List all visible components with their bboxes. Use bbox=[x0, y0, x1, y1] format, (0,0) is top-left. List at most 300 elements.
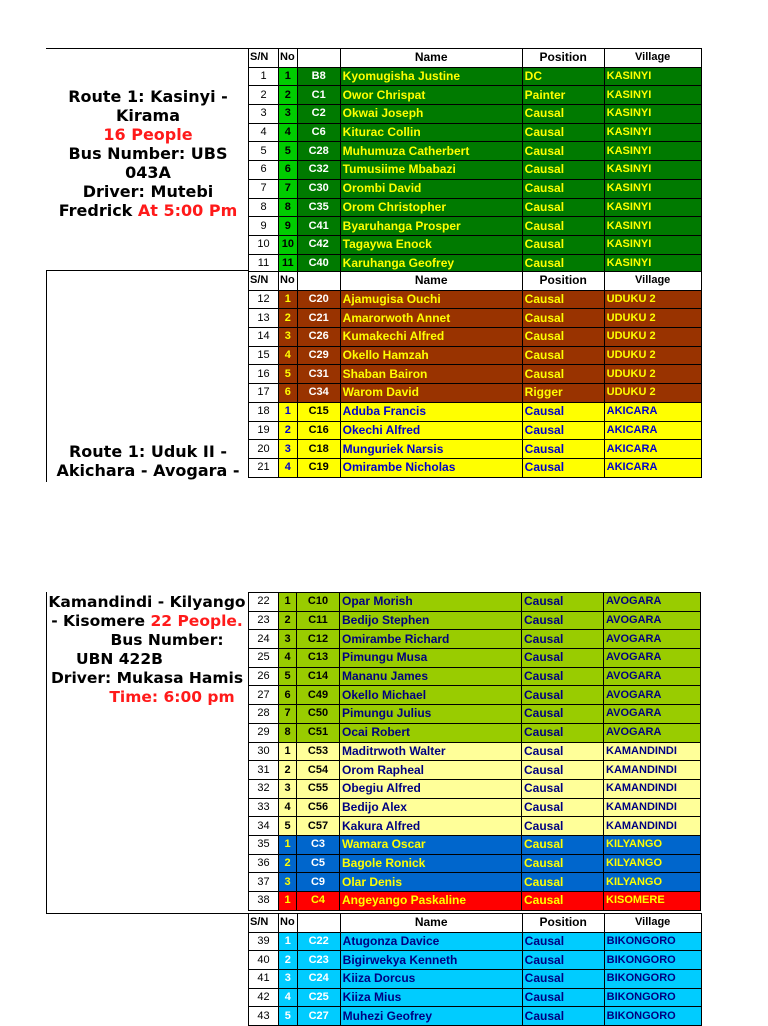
cell-village: KASINYI bbox=[604, 86, 701, 105]
cell-no: 2 bbox=[279, 611, 297, 630]
cell-village: KASINYI bbox=[604, 235, 701, 254]
cell-code: C10 bbox=[297, 593, 340, 612]
cell-village: KASINYI bbox=[604, 142, 701, 161]
cell-position: Causal bbox=[522, 761, 604, 780]
cell-no: 5 bbox=[279, 667, 297, 686]
cell-code: C24 bbox=[297, 970, 340, 989]
cell-sn: 13 bbox=[249, 309, 279, 328]
cell-name: Byaruhanga Prosper bbox=[340, 217, 522, 236]
route2-line1: Route 1: Uduk II - bbox=[68, 442, 228, 461]
cell-name: Okwai Joseph bbox=[340, 105, 522, 124]
cell-no: 2 bbox=[279, 309, 298, 328]
cell-sn: 25 bbox=[249, 649, 279, 668]
cell-position: Causal bbox=[522, 290, 604, 309]
cell-name: Okello Michael bbox=[340, 686, 522, 705]
cell-code: C23 bbox=[297, 951, 340, 970]
table-header-row bbox=[249, 272, 702, 291]
cell-position: Causal bbox=[522, 817, 604, 836]
route1-label bbox=[50, 87, 246, 220]
cell-code: C56 bbox=[297, 798, 340, 817]
cell-name: Tagaywa Enock bbox=[340, 235, 522, 254]
cell-village: BIKONGORO bbox=[604, 932, 701, 951]
cell-position: Causal bbox=[522, 161, 604, 180]
table-row bbox=[249, 611, 701, 630]
cell-name: Munguriek Narsis bbox=[340, 440, 522, 459]
cell-position: Causal bbox=[522, 198, 604, 217]
route1-bus2: 043A bbox=[125, 163, 171, 182]
cell-no: 6 bbox=[279, 686, 297, 705]
cell-name: Bedijo Stephen bbox=[340, 611, 522, 630]
cell-name: Orombi David bbox=[340, 179, 522, 198]
cell-sn: 35 bbox=[249, 835, 279, 854]
route2b-left-border bbox=[46, 592, 47, 914]
cell-no: 2 bbox=[279, 951, 298, 970]
cell-position: Causal bbox=[522, 835, 604, 854]
cell-name: Kakura Alfred bbox=[340, 817, 522, 836]
cell-no: 1 bbox=[279, 835, 297, 854]
table-row bbox=[249, 142, 702, 161]
cell-village: UDUKU 2 bbox=[604, 346, 701, 365]
cell-name: Bigirwekya Kenneth bbox=[340, 951, 522, 970]
cell-name: Mananu James bbox=[340, 667, 522, 686]
cell-position: Causal bbox=[522, 667, 604, 686]
table-row bbox=[249, 686, 701, 705]
table-row bbox=[249, 798, 701, 817]
cell-name: Ajamugisa Ouchi bbox=[340, 290, 522, 309]
route2b-line1: Kamandindi - Kilyango bbox=[48, 593, 246, 611]
cell-sn: 22 bbox=[249, 593, 279, 612]
cell-village: KILYANGO bbox=[604, 854, 701, 873]
cell-code: C21 bbox=[297, 309, 340, 328]
cell-code: C54 bbox=[297, 761, 340, 780]
cell-sn: 43 bbox=[249, 1007, 279, 1026]
cell-code: C13 bbox=[297, 649, 340, 668]
cell-no: 3 bbox=[279, 779, 297, 798]
cell-code: B8 bbox=[297, 67, 340, 86]
route1-line1: Route 1: Kasinyi - bbox=[68, 87, 228, 106]
route1-line2: Kirama bbox=[115, 106, 181, 125]
table-row bbox=[249, 761, 701, 780]
cell-village: KAMANDINDI bbox=[604, 779, 701, 798]
cell-village: KAMANDINDI bbox=[604, 742, 701, 761]
cell-sn: 16 bbox=[249, 365, 279, 384]
cell-sn: 33 bbox=[249, 798, 279, 817]
cell-name: Bedijo Alex bbox=[340, 798, 522, 817]
cell-position: Causal bbox=[522, 649, 604, 668]
cell-village: KAMANDINDI bbox=[604, 817, 701, 836]
cell-position: Causal bbox=[522, 970, 604, 989]
cell-position: Causal bbox=[522, 179, 604, 198]
header-name: Name bbox=[340, 49, 522, 68]
cell-position: Causal bbox=[522, 105, 604, 124]
cell-no: 3 bbox=[279, 440, 298, 459]
table-row bbox=[249, 86, 702, 105]
cell-name: Kiiza Dorcus bbox=[340, 970, 522, 989]
route2b-time: Time: 6:00 pm bbox=[109, 688, 235, 706]
table-row bbox=[249, 951, 702, 970]
cell-code: C14 bbox=[297, 667, 340, 686]
cell-code: C12 bbox=[297, 630, 340, 649]
cell-sn: 10 bbox=[249, 235, 279, 254]
cell-village: KASINYI bbox=[604, 105, 701, 124]
cell-name: Angeyango Paskaline bbox=[340, 892, 522, 911]
cell-sn: 24 bbox=[249, 630, 279, 649]
cell-no: 4 bbox=[279, 798, 297, 817]
cell-code: C40 bbox=[297, 254, 340, 273]
cell-sn: 9 bbox=[249, 217, 279, 236]
cell-code: C34 bbox=[297, 384, 340, 403]
table-route1 bbox=[248, 48, 702, 273]
cell-village: KILYANGO bbox=[604, 873, 701, 892]
cell-no: 6 bbox=[279, 384, 298, 403]
header-sn: S/N bbox=[249, 914, 279, 933]
cell-village: AVOGARA bbox=[604, 611, 701, 630]
cell-name: Olar Denis bbox=[340, 873, 522, 892]
cell-sn: 20 bbox=[249, 440, 279, 459]
cell-no: 4 bbox=[279, 123, 298, 142]
cell-sn: 3 bbox=[249, 105, 279, 124]
cell-name: Okechi Alfred bbox=[340, 421, 522, 440]
header-code bbox=[297, 914, 340, 933]
cell-no: 2 bbox=[279, 761, 297, 780]
cell-village: AVOGARA bbox=[604, 723, 701, 742]
cell-village: BIKONGORO bbox=[604, 988, 701, 1007]
cell-name: Warom David bbox=[340, 384, 522, 403]
table-row bbox=[249, 593, 701, 612]
cell-code: C11 bbox=[297, 611, 340, 630]
cell-village: BIKONGORO bbox=[604, 970, 701, 989]
cell-code: C20 bbox=[297, 290, 340, 309]
table-row bbox=[249, 817, 701, 836]
cell-name: Pimungu Julius bbox=[340, 705, 522, 724]
cell-name: Orom Christopher bbox=[340, 198, 522, 217]
cell-sn: 36 bbox=[249, 854, 279, 873]
cell-village: KASINYI bbox=[604, 67, 701, 86]
cell-village: KASINYI bbox=[604, 123, 701, 142]
cell-no: 10 bbox=[279, 235, 298, 254]
cell-code: C27 bbox=[297, 1007, 340, 1026]
header-no: No bbox=[279, 49, 298, 68]
table-row bbox=[249, 440, 702, 459]
cell-village: AKICARA bbox=[604, 458, 701, 477]
table-row bbox=[249, 705, 701, 724]
header-village: Village bbox=[604, 914, 701, 933]
cell-code: C1 bbox=[297, 86, 340, 105]
route2-line2: Akichara - Avogara - bbox=[56, 461, 240, 480]
cell-sn: 1 bbox=[249, 67, 279, 86]
cell-position: Causal bbox=[522, 892, 604, 911]
cell-position: Causal bbox=[522, 779, 604, 798]
cell-sn: 15 bbox=[249, 346, 279, 365]
cell-sn: 12 bbox=[249, 290, 279, 309]
cell-name: Owor Chrispat bbox=[340, 86, 522, 105]
cell-no: 5 bbox=[279, 817, 297, 836]
table-route3 bbox=[248, 913, 702, 1026]
cell-code: C9 bbox=[297, 873, 340, 892]
table-row bbox=[249, 123, 702, 142]
table-row bbox=[249, 742, 701, 761]
cell-name: Amarorwoth Annet bbox=[340, 309, 522, 328]
cell-position: DC bbox=[522, 67, 604, 86]
cell-code: C41 bbox=[297, 217, 340, 236]
header-village: Village bbox=[604, 49, 701, 68]
cell-village: UDUKU 2 bbox=[604, 328, 701, 347]
cell-code: C5 bbox=[297, 854, 340, 873]
table-row bbox=[249, 328, 702, 347]
route1-time: At 5:00 Pm bbox=[137, 201, 238, 220]
cell-no: 3 bbox=[279, 630, 297, 649]
cell-village: AKICARA bbox=[604, 440, 701, 459]
cell-position: Causal bbox=[522, 142, 604, 161]
cell-village: AVOGARA bbox=[604, 593, 701, 612]
cell-sn: 42 bbox=[249, 988, 279, 1007]
table-row bbox=[249, 309, 702, 328]
cell-name: Kyomugisha Justine bbox=[340, 67, 522, 86]
table-row bbox=[249, 67, 702, 86]
cell-no: 8 bbox=[279, 723, 297, 742]
cell-sn: 29 bbox=[249, 723, 279, 742]
table-row bbox=[249, 198, 702, 217]
header-name: Name bbox=[340, 272, 522, 291]
table-row bbox=[249, 970, 702, 989]
cell-position: Causal bbox=[522, 951, 604, 970]
table-row bbox=[249, 235, 702, 254]
cell-no: 1 bbox=[279, 932, 298, 951]
cell-sn: 8 bbox=[249, 198, 279, 217]
cell-sn: 17 bbox=[249, 384, 279, 403]
cell-code: C15 bbox=[297, 402, 340, 421]
table-row bbox=[249, 723, 701, 742]
cell-village: UDUKU 2 bbox=[604, 290, 701, 309]
cell-no: 11 bbox=[279, 254, 298, 273]
cell-sn: 7 bbox=[249, 179, 279, 198]
header-position: Position bbox=[522, 914, 604, 933]
cell-sn: 37 bbox=[249, 873, 279, 892]
cell-position: Causal bbox=[522, 705, 604, 724]
cell-no: 4 bbox=[279, 346, 298, 365]
table-route2 bbox=[248, 271, 702, 478]
cell-no: 5 bbox=[279, 1007, 298, 1026]
cell-no: 2 bbox=[279, 854, 297, 873]
cell-no: 4 bbox=[279, 988, 298, 1007]
cell-village: UDUKU 2 bbox=[604, 384, 701, 403]
cell-no: 7 bbox=[279, 179, 298, 198]
cell-sn: 41 bbox=[249, 970, 279, 989]
table-row bbox=[249, 779, 701, 798]
cell-sn: 27 bbox=[249, 686, 279, 705]
cell-village: KISOMERE bbox=[604, 892, 701, 911]
cell-code: C22 bbox=[297, 932, 340, 951]
cell-position: Causal bbox=[522, 932, 604, 951]
cell-village: UDUKU 2 bbox=[604, 365, 701, 384]
table-row bbox=[249, 873, 701, 892]
cell-code: C2 bbox=[297, 105, 340, 124]
cell-code: C3 bbox=[297, 835, 340, 854]
cell-code: C6 bbox=[297, 123, 340, 142]
cell-village: KASINYI bbox=[604, 179, 701, 198]
cell-position: Causal bbox=[522, 742, 604, 761]
cell-village: BIKONGORO bbox=[604, 1007, 701, 1026]
cell-code: C32 bbox=[297, 161, 340, 180]
cell-code: C30 bbox=[297, 179, 340, 198]
route2b-bottom-border bbox=[46, 913, 248, 914]
cell-village: KASINYI bbox=[604, 217, 701, 236]
cell-position: Causal bbox=[522, 798, 604, 817]
table-row bbox=[249, 254, 702, 273]
header-name: Name bbox=[340, 914, 522, 933]
cell-village: KASINYI bbox=[604, 198, 701, 217]
cell-code: C55 bbox=[297, 779, 340, 798]
cell-position: Causal bbox=[522, 854, 604, 873]
header-position: Position bbox=[522, 49, 604, 68]
cell-position: Causal bbox=[522, 123, 604, 142]
cell-position: Causal bbox=[522, 611, 604, 630]
cell-sn: 34 bbox=[249, 817, 279, 836]
cell-code: C29 bbox=[297, 346, 340, 365]
cell-code: C49 bbox=[297, 686, 340, 705]
header-no: No bbox=[279, 914, 298, 933]
cell-sn: 26 bbox=[249, 667, 279, 686]
cell-no: 1 bbox=[279, 593, 297, 612]
cell-village: AVOGARA bbox=[604, 649, 701, 668]
cell-position: Causal bbox=[522, 254, 604, 273]
cell-code: C19 bbox=[297, 458, 340, 477]
cell-code: C31 bbox=[297, 365, 340, 384]
cell-no: 3 bbox=[279, 328, 298, 347]
cell-sn: 6 bbox=[249, 161, 279, 180]
cell-position: Causal bbox=[522, 365, 604, 384]
cell-sn: 19 bbox=[249, 421, 279, 440]
cell-name: Atugonza Davice bbox=[340, 932, 522, 951]
route1-driver1: Driver: Mutebi bbox=[82, 182, 214, 201]
cell-position: Painter bbox=[522, 86, 604, 105]
table-row bbox=[249, 384, 702, 403]
cell-no: 1 bbox=[279, 742, 297, 761]
cell-name: Ocai Robert bbox=[340, 723, 522, 742]
cell-no: 3 bbox=[279, 970, 298, 989]
table-row bbox=[249, 458, 702, 477]
cell-name: Muhezi Geofrey bbox=[340, 1007, 522, 1026]
cell-code: C35 bbox=[297, 198, 340, 217]
table-row bbox=[249, 402, 702, 421]
cell-code: C25 bbox=[297, 988, 340, 1007]
cell-position: Causal bbox=[522, 421, 604, 440]
cell-name: Orom Rapheal bbox=[340, 761, 522, 780]
cell-position: Causal bbox=[522, 686, 604, 705]
cell-sn: 14 bbox=[249, 328, 279, 347]
table-row bbox=[249, 835, 701, 854]
cell-name: Aduba Francis bbox=[340, 402, 522, 421]
cell-name: Kiiza Mius bbox=[340, 988, 522, 1007]
table-row bbox=[249, 630, 701, 649]
cell-code: C51 bbox=[297, 723, 340, 742]
cell-name: Kiturac Collin bbox=[340, 123, 522, 142]
route2b-label bbox=[48, 593, 246, 707]
table-row bbox=[249, 649, 701, 668]
cell-no: 5 bbox=[279, 365, 298, 384]
cell-sn: 39 bbox=[249, 932, 279, 951]
table-row bbox=[249, 667, 701, 686]
cell-sn: 30 bbox=[249, 742, 279, 761]
cell-position: Causal bbox=[522, 402, 604, 421]
table-row bbox=[249, 1007, 702, 1026]
cell-position: Causal bbox=[522, 458, 604, 477]
cell-position: Causal bbox=[522, 346, 604, 365]
cell-village: KILYANGO bbox=[604, 835, 701, 854]
cell-village: KAMANDINDI bbox=[604, 798, 701, 817]
cell-village: AVOGARA bbox=[604, 705, 701, 724]
table-route2b bbox=[248, 592, 701, 911]
cell-village: AKICARA bbox=[604, 402, 701, 421]
cell-name: Bagole Ronick bbox=[340, 854, 522, 873]
table-row bbox=[249, 105, 702, 124]
cell-name: Wamara Oscar bbox=[340, 835, 522, 854]
header-village: Village bbox=[604, 272, 701, 291]
header-sn: S/N bbox=[249, 49, 279, 68]
cell-sn: 23 bbox=[249, 611, 279, 630]
cell-code: C50 bbox=[297, 705, 340, 724]
cell-name: Kumakechi Alfred bbox=[340, 328, 522, 347]
cell-sn: 4 bbox=[249, 123, 279, 142]
cell-name: Tumusiime Mbabazi bbox=[340, 161, 522, 180]
cell-village: AVOGARA bbox=[604, 667, 701, 686]
cell-village: AKICARA bbox=[604, 421, 701, 440]
cell-no: 3 bbox=[279, 105, 298, 124]
cell-no: 7 bbox=[279, 705, 297, 724]
cell-no: 3 bbox=[279, 873, 297, 892]
cell-name: Obegiu Alfred bbox=[340, 779, 522, 798]
cell-no: 1 bbox=[279, 892, 297, 911]
cell-name: Omirambe Nicholas bbox=[340, 458, 522, 477]
cell-name: Okello Hamzah bbox=[340, 346, 522, 365]
cell-no: 2 bbox=[279, 421, 298, 440]
cell-sn: 11 bbox=[249, 254, 279, 273]
cell-no: 6 bbox=[279, 161, 298, 180]
table-header-row bbox=[249, 49, 702, 68]
cell-no: 2 bbox=[279, 86, 298, 105]
cell-position: Causal bbox=[522, 723, 604, 742]
cell-village: AVOGARA bbox=[604, 630, 701, 649]
cell-sn: 40 bbox=[249, 951, 279, 970]
route2b-bus2: UBN 422B bbox=[76, 650, 163, 668]
cell-name: Shaban Bairon bbox=[340, 365, 522, 384]
route2b-driver: Driver: Mukasa Hamis bbox=[50, 669, 244, 687]
route2b-people: 22 People. bbox=[150, 612, 243, 630]
cell-position: Causal bbox=[522, 217, 604, 236]
cell-sn: 21 bbox=[249, 458, 279, 477]
cell-position: Causal bbox=[522, 440, 604, 459]
cell-position: Causal bbox=[522, 630, 604, 649]
table-row bbox=[249, 290, 702, 309]
cell-code: C16 bbox=[297, 421, 340, 440]
header-no: No bbox=[279, 272, 298, 291]
header-position: Position bbox=[522, 272, 604, 291]
cell-sn: 31 bbox=[249, 761, 279, 780]
route2b-line2a: - Kisomere bbox=[51, 612, 146, 630]
table-header-row bbox=[249, 914, 702, 933]
cell-no: 4 bbox=[279, 458, 298, 477]
cell-sn: 18 bbox=[249, 402, 279, 421]
cell-position: Causal bbox=[522, 235, 604, 254]
table-row bbox=[249, 365, 702, 384]
cell-position: Causal bbox=[522, 309, 604, 328]
cell-no: 1 bbox=[279, 67, 298, 86]
cell-sn: 28 bbox=[249, 705, 279, 724]
cell-position: Rigger bbox=[522, 384, 604, 403]
cell-no: 5 bbox=[279, 142, 298, 161]
cell-sn: 38 bbox=[249, 892, 279, 911]
table-row bbox=[249, 161, 702, 180]
